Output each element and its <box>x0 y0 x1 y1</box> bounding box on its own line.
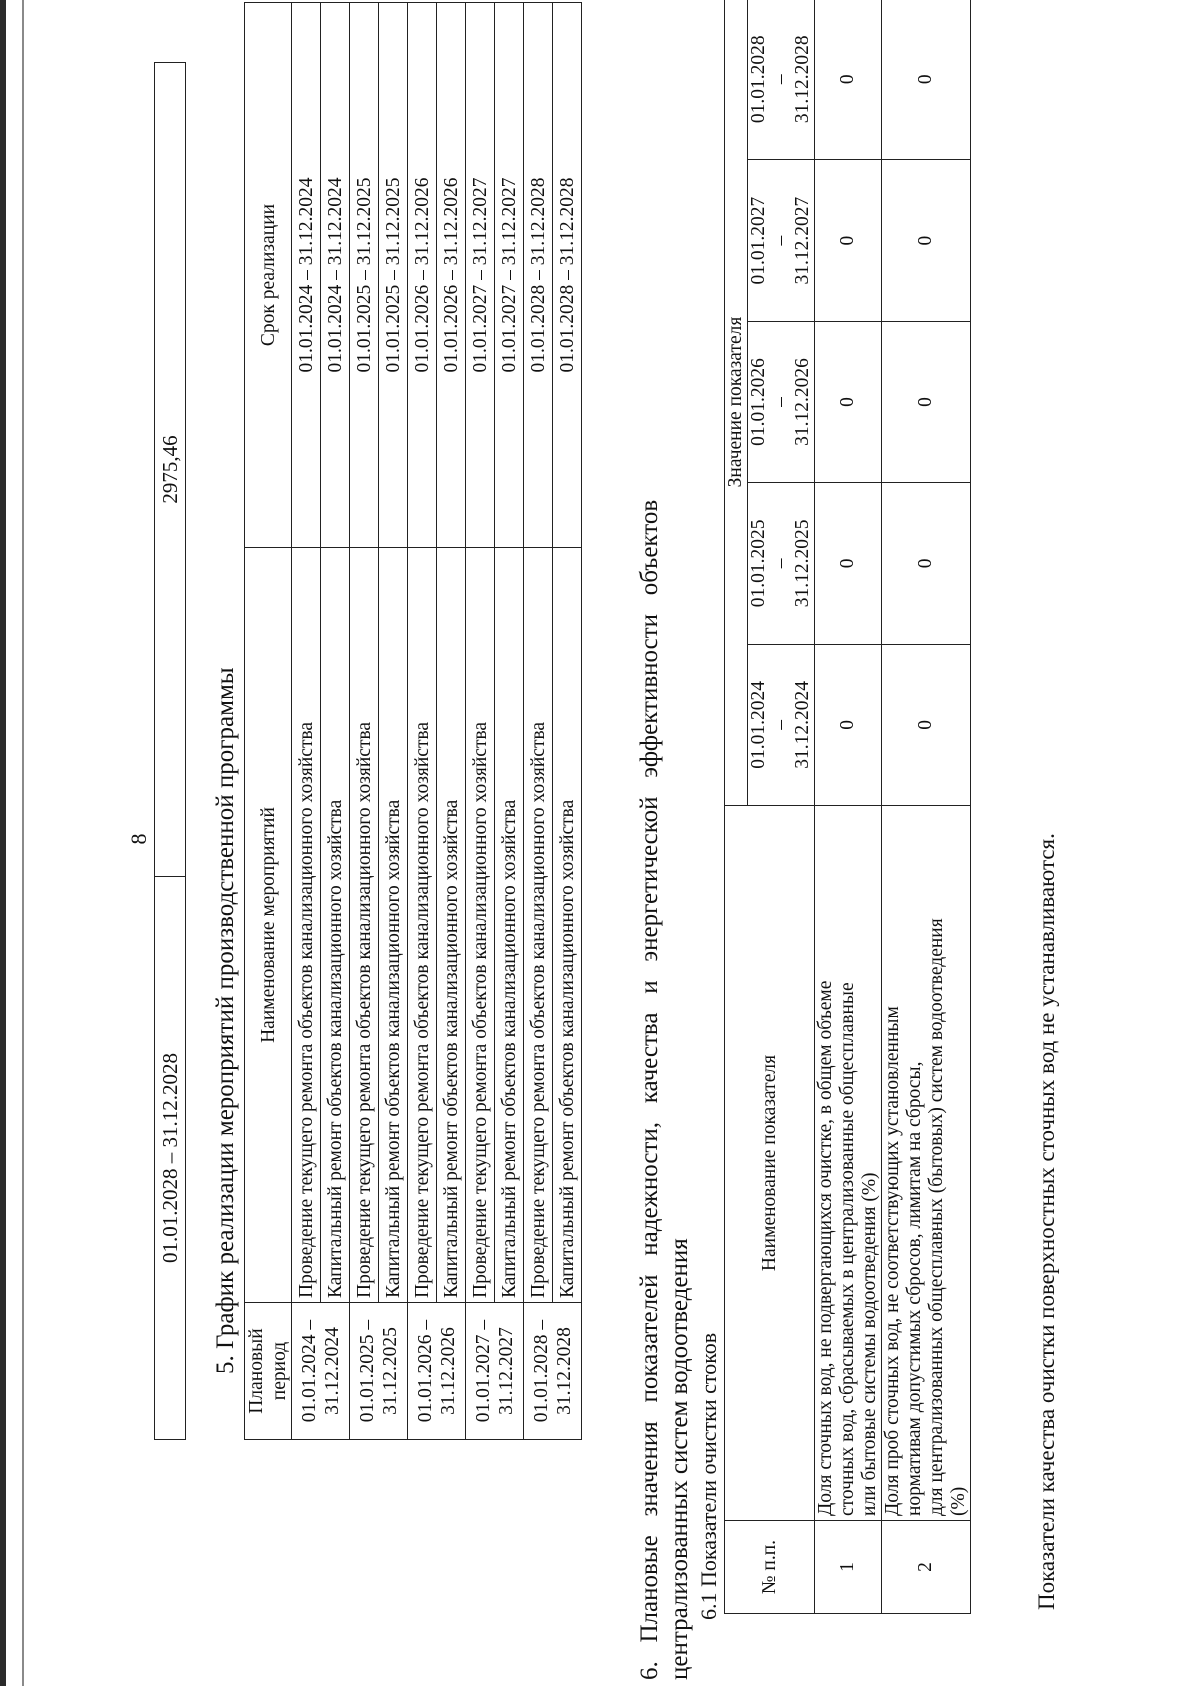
table-row <box>437 3 466 1440</box>
indicator-name-cell <box>815 806 882 1521</box>
activity-name-cell: Капитальный ремонт объектов канализационного хозяйства <box>553 548 582 1303</box>
period-end: 31.12.2024 <box>792 680 813 769</box>
term-cell: 01.01.2028 – 31.12.2028 <box>553 3 582 548</box>
activity-name-cell: Проведение текущего ремонта объектов канализационного хозяйства <box>350 548 379 1303</box>
period-header-cell <box>748 483 815 644</box>
period-end: 31.12.2026 <box>792 358 813 446</box>
period-dash: – <box>770 235 791 246</box>
period-header-cell <box>748 321 815 482</box>
period-start: 01.01.2028 <box>748 35 769 124</box>
activity-name-cell: Проведение текущего ремонта объектов канализационного хозяйства <box>524 548 553 1303</box>
row-number-cell: 1 <box>815 1521 882 1614</box>
indicator-value-cell: 0 <box>815 0 882 160</box>
section6-subtitle: 6.1 Показатели очистки стоков <box>696 1332 721 1620</box>
term-cell: 01.01.2025 – 31.12.2025 <box>379 3 408 548</box>
indicator-name-cell <box>882 806 971 1521</box>
plan-period-cell: 01.01.2026 – 31.12.2026 <box>408 1303 466 1440</box>
term-cell: 01.01.2024 – 31.12.2024 <box>292 3 321 548</box>
indicator-value-cell: 0 <box>815 483 882 644</box>
section6-table <box>724 0 971 1614</box>
term-cell: 01.01.2025 – 31.12.2025 <box>350 3 379 548</box>
section6-title-line1: 6. Плановые значения показателей надежности, качества и энергетической эффективности объектов <box>636 499 663 1680</box>
row-number-cell: 2 <box>882 1521 971 1614</box>
period-header-cell <box>748 160 815 321</box>
term-cell: 01.01.2024 – 31.12.2024 <box>321 3 350 548</box>
section6-header-row1 <box>725 0 748 1614</box>
indicator-value-cell: 0 <box>882 644 971 805</box>
activity-name-cell: Проведение текущего ремонта объектов канализационного хозяйства <box>466 548 495 1303</box>
header-activity: Наименование мероприятий <box>245 548 292 1303</box>
period-header-cell <box>748 644 815 805</box>
period-end: 31.12.2027 <box>792 196 813 285</box>
indicator-name-line: для централизованных общесплавных (бытовых) систем водоотведения <box>926 918 947 1516</box>
period-start: 01.01.2025 <box>748 519 769 608</box>
indicator-name-line: сточных вод, сбрасываемых в централизованные общесплавные <box>837 982 858 1516</box>
table-row <box>815 0 882 1614</box>
table-row <box>524 3 553 1440</box>
indicator-name-line: нормативам допустимых сбросов, лимитам на сбросы, <box>904 1061 925 1516</box>
indicator-value-cell: 0 <box>882 160 971 321</box>
section5-title: 5. График реализации мероприятий производственной программы <box>212 667 239 1374</box>
period-end: 31.12.2028 <box>792 35 813 124</box>
header-num: № п.п. <box>725 1521 815 1614</box>
period-start: 01.01.2024 <box>748 680 769 769</box>
activity-name-cell: Капитальный ремонт объектов канализационного хозяйства <box>321 548 350 1303</box>
plan-period-cell: 01.01.2025 – 31.12.2025 <box>350 1303 408 1440</box>
section5-body <box>292 3 582 1440</box>
indicator-name-line: (%) <box>948 1486 969 1516</box>
header-indicator: Наименование показателя <box>725 806 815 1521</box>
header-period: Плановый период <box>245 1303 292 1440</box>
activity-name-cell: Проведение текущего ремонта объектов канализационного хозяйства <box>292 548 321 1303</box>
table-row <box>350 3 379 1440</box>
term-cell: 01.01.2027 – 31.12.2027 <box>466 3 495 548</box>
summary-value: 2975,46 <box>155 63 186 877</box>
plan-period-cell: 01.01.2028 – 31.12.2028 <box>524 1303 582 1440</box>
indicator-name-line: Доля проб сточных вод, не соответствующих установленным <box>882 1006 903 1516</box>
activity-name-cell: Капитальный ремонт объектов канализационного хозяйства <box>495 548 524 1303</box>
term-cell: 01.01.2026 – 31.12.2026 <box>408 3 437 548</box>
table-row <box>882 0 971 1614</box>
section5-header-row <box>245 3 292 1440</box>
summary-row-table <box>154 62 186 1440</box>
header-term: Срок реализации <box>245 3 292 548</box>
plan-period-cell: 01.01.2024 – 31.12.2024 <box>292 1303 350 1440</box>
table-row <box>466 3 495 1440</box>
section6-body <box>815 0 971 1614</box>
period-dash: – <box>770 397 791 407</box>
period-dash: – <box>770 74 791 85</box>
table-row <box>321 3 350 1440</box>
header-value-group: Значение показателя <box>725 0 748 806</box>
period-dash: – <box>770 719 791 730</box>
section6-note: Показатели качества очистки поверхностных сточных вод не устанавливаются. <box>1034 833 1059 1610</box>
table-row <box>408 3 437 1440</box>
term-cell: 01.01.2026 – 31.12.2026 <box>437 3 466 548</box>
section6-title-line2: централизованных систем водоотведения <box>666 1238 693 1680</box>
summary-row <box>155 63 186 1440</box>
indicator-name-line: Доля сточных вод, не подвергающихся очистке, в общем объеме <box>815 980 836 1516</box>
activity-name-cell: Капитальный ремонт объектов канализационного хозяйства <box>437 548 466 1303</box>
period-start: 01.01.2026 <box>748 358 769 446</box>
plan-period-cell: 01.01.2027 – 31.12.2027 <box>466 1303 524 1440</box>
section5-table <box>244 2 582 1440</box>
term-cell: 01.01.2028 – 31.12.2028 <box>524 3 553 548</box>
period-start: 01.01.2027 <box>748 196 769 285</box>
indicator-value-cell: 0 <box>882 0 971 160</box>
table-row <box>379 3 408 1440</box>
indicator-name-line: или бытовые системы водоотведения (%) <box>859 1172 880 1516</box>
activity-name-cell: Проведение текущего ремонта объектов канализационного хозяйства <box>408 548 437 1303</box>
table-row <box>495 3 524 1440</box>
activity-name-cell: Капитальный ремонт объектов канализационного хозяйства <box>379 548 408 1303</box>
indicator-value-cell: 0 <box>882 483 971 644</box>
indicator-value-cell: 0 <box>882 321 971 482</box>
indicator-value-cell: 0 <box>815 160 882 321</box>
table-row <box>292 3 321 1440</box>
period-header-cell <box>748 0 815 160</box>
table-row <box>553 3 582 1440</box>
period-end: 31.12.2025 <box>792 519 813 608</box>
page-number: 8 <box>126 833 151 845</box>
period-dash: – <box>770 558 791 569</box>
indicator-value-cell: 0 <box>815 644 882 805</box>
indicator-value-cell: 0 <box>815 321 882 482</box>
summary-period: 01.01.2028 – 31.12.2028 <box>155 877 186 1440</box>
term-cell: 01.01.2027 – 31.12.2027 <box>495 3 524 548</box>
